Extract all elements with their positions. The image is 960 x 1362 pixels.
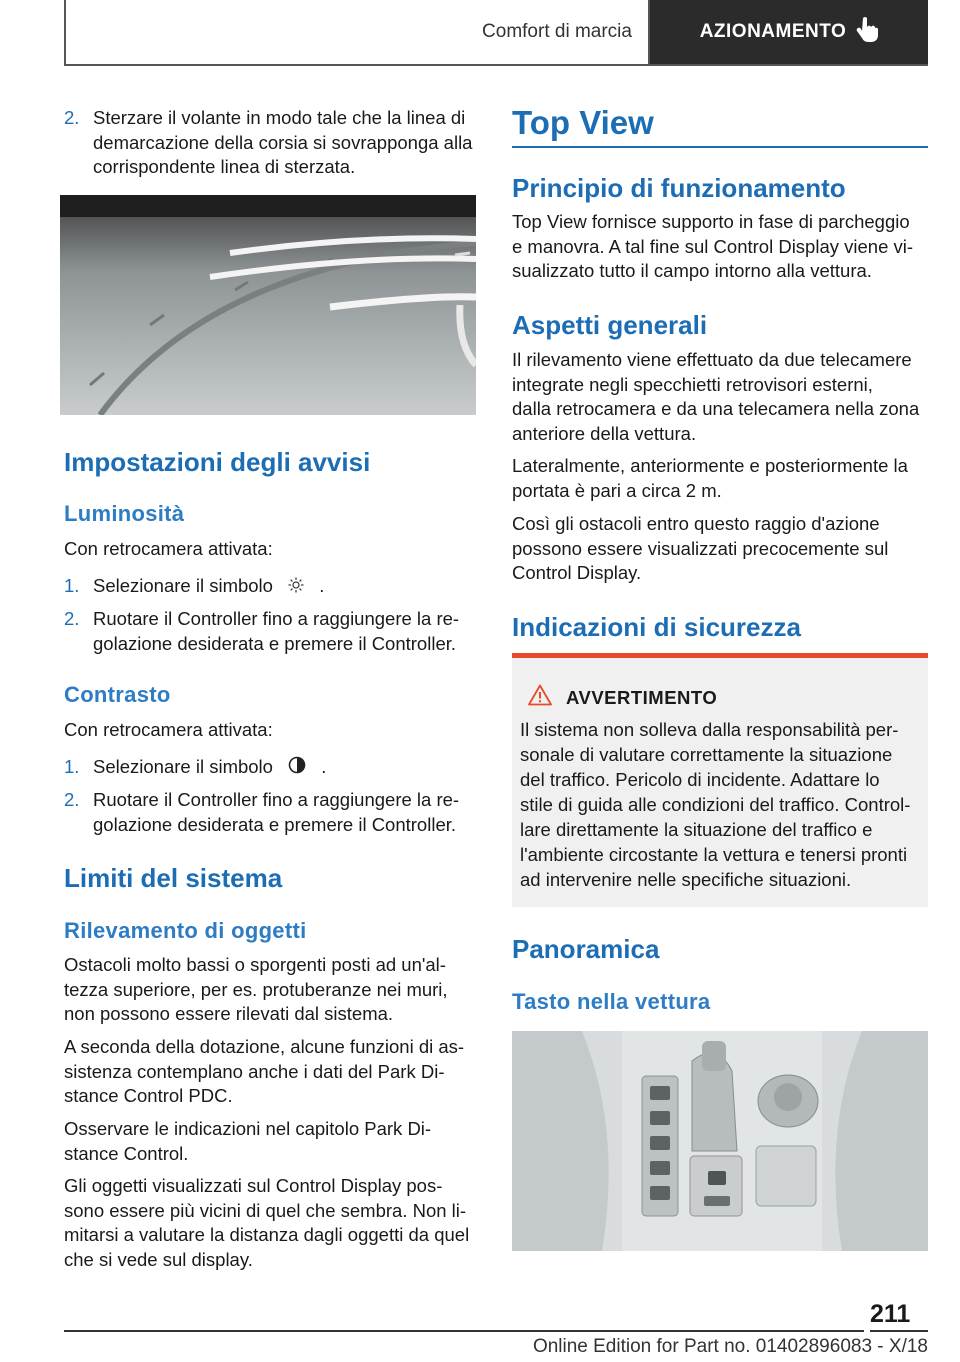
heading-limiti-sistema: Limiti del sistema (64, 863, 283, 893)
paragraph-osservare: Osservare le indicazioni nel capitolo Park Di‐ stance Control. (64, 1118, 432, 1164)
heading-aspetti-generali: Aspetti generali (512, 310, 708, 340)
lum-step-1: 1. Selezionare il simbolo . (64, 574, 476, 599)
heading-sicurezza: Indicazioni di sicurezza (512, 612, 801, 642)
heading-panoramica: Panoramica (512, 934, 660, 964)
paragraph-ostacoli-raggio: Così gli ostacoli entro questo raggio d'azione possono essere visualizzati precocemente sul Control Display. (512, 513, 889, 583)
warning-title: AVVERTIMENTO (566, 686, 718, 708)
header-chapter-label: AZIONAMENTO (699, 21, 847, 42)
heading-luminosita: Luminosità (64, 501, 185, 526)
header-section-label: Comfort di marcia (482, 21, 632, 42)
warning-box (512, 653, 928, 907)
warning-text: Il sistema non solleva dalla responsabilità per‐ sonale di valutare correttamente la situazione del traffico. Pericolo di incidente. Adattare lo stile di guida alle condizioni del traffico. Control‐ lare direttamente la situazione del traffico e l'ambiente circostante la vettura e tenersi pronti ad intervenire nelle specifiche situazioni. (520, 719, 911, 890)
heading-contrasto: Contrasto (64, 682, 171, 707)
heading-rilevamento-oggetti: Rilevamento di oggetti (64, 918, 307, 943)
paragraph-portata: Lateralmente, anteriormente e posteriormente la portata è pari a circa 2 m. (512, 455, 908, 501)
center-console-image (512, 1031, 928, 1251)
contrasto-intro: Con retrocamera attivata: (64, 719, 273, 740)
luminosita-intro: Con retrocamera attivata: (64, 538, 273, 559)
step-2-steering (64, 106, 476, 180)
paragraph-rilevamento: Il rilevamento viene effettuato da due telecamere integrate negli specchietti retrovisori esterni, dalla retrocamera e da una telecamera nella zona anteriore della vettura. (512, 349, 920, 444)
header-rule (64, 64, 928, 66)
header-chapter-tab[interactable] (650, 0, 928, 64)
paragraph-dotazione: A seconda della dotazione, alcune funzioni di as‐ sistenza contemplano anche i dati del Park Di‐ stance Control PDC. (64, 1036, 465, 1106)
header-left-edge (64, 0, 66, 65)
paragraph-principio: Top View fornisce supporto in fase di parcheggio e manovra. A tal fine sul Control Display viene vi‐ sualizzato tutto il campo intorno alla vettura. (512, 211, 914, 281)
top-view-rule (512, 146, 928, 148)
step-number: 2. (64, 107, 80, 128)
footer-rule-tail (870, 1330, 928, 1332)
con-step-1: 1. Selezionare il simbolo . (64, 755, 476, 780)
paragraph-ostacoli: Ostacoli molto bassi o sporgenti posti ad un'al‐ tezza superiore, per es. protuberanze nei muri, non possono essere rilevati dal sistema. (64, 954, 448, 1024)
con-step-2: 2. Ruotare il Controller fino a raggiungere la re‐ golazione desiderata e premere il Controller. (64, 789, 460, 835)
warning-triangle-icon (528, 684, 552, 711)
heading-tasto-vettura: Tasto nella vettura (512, 989, 711, 1014)
rear-camera-image (60, 195, 476, 415)
page-number: 211 (870, 1300, 911, 1328)
footer-rule (64, 1330, 864, 1332)
header-section-tab[interactable] (466, 0, 650, 64)
warning-header (528, 684, 918, 711)
heading-top-view: Top View (512, 104, 654, 141)
step-text: Sterzare il volante in modo tale che la linea di demarcazione della corsia si sovrapponga alla corrispondente linea di sterzata. (93, 107, 473, 177)
brightness-icon (288, 575, 304, 600)
hand-pointer-icon (856, 16, 878, 48)
footer-edition: Online Edition for Part no. 01402896083 - X/18 (532, 1336, 928, 1357)
lum-step-2: 2. Ruotare il Controller fino a raggiungere la re‐ golazione desiderata e premere il Controller. (64, 608, 460, 654)
heading-principio: Principio di funzionamento (512, 173, 846, 203)
contrast-icon (288, 756, 306, 781)
heading-impostazioni-avvisi: Impostazioni degli avvisi (64, 447, 371, 477)
paragraph-oggetti-visualizzati: Gli oggetti visualizzati sul Control Display pos‐ sono essere più vicini di quel che sembra. Non li‐ mitarsi a valutare la distanza dagli oggetti da quel che si vede sul display. (64, 1175, 470, 1270)
